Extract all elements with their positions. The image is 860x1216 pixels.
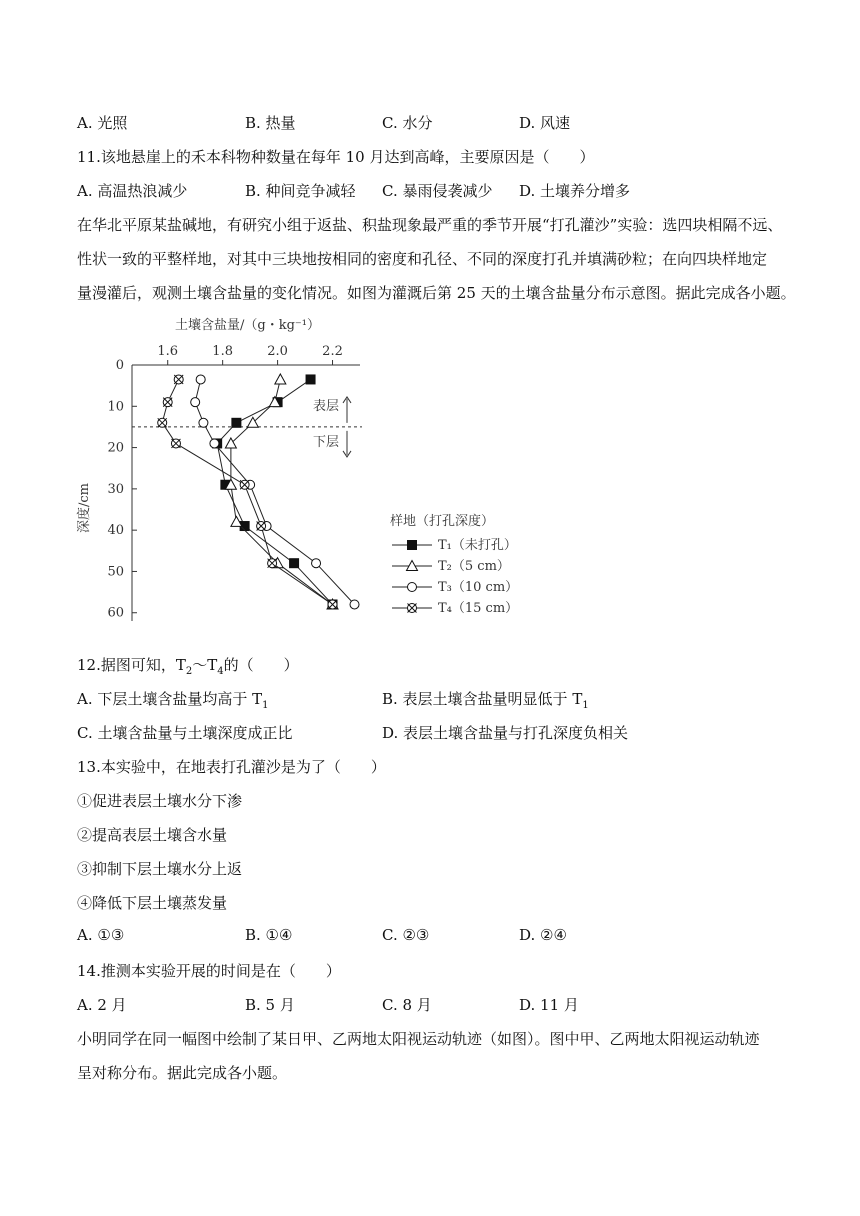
q12-option-b-sub: 1 — [582, 700, 589, 711]
lower-layer-label: 下层 — [313, 434, 340, 450]
legend-marker — [408, 541, 417, 550]
series-t1-point — [232, 418, 241, 427]
chart-title: 土壤含盐量/（g・kg⁻¹） — [175, 318, 320, 333]
q12-stem — [77, 654, 299, 677]
q13-item-1: ①促进表层土壤水分下渗 — [77, 792, 243, 810]
y-tick-label: 50 — [107, 564, 124, 580]
q13-option-a: A. ①③ — [77, 926, 125, 944]
q12-stem-suffix: 的（ ） — [223, 656, 299, 674]
q12-option-a-text: A. 下层土壤含盐量均高于 T — [77, 690, 263, 708]
q12-stem-sub2: 4 — [217, 666, 224, 677]
legend-item-t2 — [392, 559, 510, 574]
q14-option-a: A. 2 月 — [77, 996, 127, 1014]
q13-option-b: B. ①④ — [245, 926, 293, 944]
q10-option-b: B. 热量 — [245, 114, 296, 132]
y-tick-label: 30 — [107, 481, 124, 497]
series-t4 — [158, 375, 340, 609]
y-tick-label: 0 — [115, 358, 124, 373]
series-t1-point — [306, 375, 315, 384]
series-t4-point — [240, 480, 249, 489]
series-t4-point — [328, 600, 337, 609]
q12-stem-mid: ～T — [192, 656, 218, 674]
series-t3-point — [196, 375, 205, 384]
q12-option-c: C. 土壤含盐量与土壤深度成正比 — [77, 724, 293, 742]
legend-title: 样地（打孔深度） — [390, 514, 495, 529]
series-t2-point — [275, 374, 286, 384]
legend-marker — [408, 604, 417, 613]
q12-option-a — [77, 688, 269, 711]
series-t4-point — [171, 439, 180, 448]
q12-stem-prefix: 12.据图可知，T — [77, 656, 186, 674]
passage1-line-1: 在华北平原某盐碱地，有研究小组于返盐、积盐现象最严重的季节开展“打孔灌沙”实验：选四块相隔不远、 — [77, 216, 783, 234]
legend-label: T₄（15 cm） — [438, 601, 519, 616]
series-t3-point — [312, 559, 321, 568]
legend-marker — [408, 583, 417, 592]
series-t3-point — [350, 600, 359, 609]
y-axis-label: 深度/cm — [77, 483, 92, 533]
passage2-line-2: 呈对称分布。据此完成各小题。 — [77, 1064, 288, 1082]
q12-option-a-sub: 1 — [262, 700, 269, 711]
q11-option-c: C. 暴雨侵袭减少 — [382, 182, 493, 200]
q13-option-d: D. ②④ — [519, 926, 567, 944]
series-t4-point — [257, 522, 266, 531]
x-tick-label: 2.0 — [267, 344, 288, 359]
series-t1-point — [290, 559, 299, 568]
passage1-line-3: 量漫灌后，观测土壤含盐量的变化情况。如图为灌溉后第 25 天的土壤含盐量分布示意图。据此完成各小题。 — [77, 284, 796, 302]
q12-option-b-text: B. 表层土壤含盐量明显低于 T — [382, 690, 583, 708]
q13-stem: 13.本实验中，在地表打孔灌沙是为了（ ） — [77, 758, 386, 776]
legend-label: T₂（5 cm） — [438, 559, 510, 574]
legend-label: T₁（未打孔） — [438, 538, 517, 553]
q14-option-c: C. 8 月 — [382, 996, 432, 1014]
passage1-line-2: 性状一致的平整样地，对其中三块地按相同的密度和孔径、不同的深度打孔并填满砂粒；在向四块样地定 — [77, 250, 768, 268]
y-tick-label: 20 — [107, 440, 124, 456]
y-tick-label: 40 — [107, 523, 124, 539]
series-t4-point — [163, 398, 172, 407]
q11-option-b: B. 种间竞争减轻 — [245, 182, 356, 200]
x-tick-label: 2.2 — [322, 344, 343, 359]
series-t3-point — [210, 439, 219, 448]
series-t4-point — [174, 375, 183, 384]
series-t4-point — [158, 418, 167, 427]
q13-item-3: ③抑制下层土壤水分上返 — [77, 860, 243, 878]
q12-option-b — [382, 688, 589, 711]
passage2-line-1: 小明同学在同一幅图中绘制了某日甲、乙两地太阳视运动轨迹（如图）。图中甲、乙两地太阳视运动轨迹 — [77, 1030, 760, 1048]
q10-option-c: C. 水分 — [382, 114, 433, 132]
y-tick-label: 60 — [107, 605, 124, 621]
legend-item-t3 — [392, 580, 518, 595]
q11-stem: 11.该地悬崖上的禾本科物种数量在每年 10 月达到高峰，主要原因是（ ） — [77, 148, 595, 166]
q10-option-d: D. 风速 — [519, 114, 571, 132]
q10-option-a: A. 光照 — [77, 114, 128, 132]
q11-option-d: D. 土壤养分增多 — [519, 182, 631, 200]
q14-option-b: B. 5 月 — [245, 996, 295, 1014]
x-tick-label: 1.6 — [157, 344, 179, 359]
x-tick-label: 1.8 — [212, 344, 233, 359]
q11-option-a: A. 高温热浪减少 — [77, 182, 188, 200]
y-tick-label: 10 — [107, 399, 124, 415]
soil-salt-chart — [70, 305, 560, 640]
q14-option-d: D. 11 月 — [519, 996, 579, 1014]
q12-option-d: D. 表层土壤含盐量与打孔深度负相关 — [382, 724, 629, 742]
legend-item-t4 — [392, 601, 518, 616]
q13-item-2: ②提高表层土壤含水量 — [77, 826, 228, 844]
q13-item-4: ④降低下层土壤蒸发量 — [77, 894, 228, 912]
series-t4-line — [162, 379, 332, 604]
legend-label: T₃（10 cm） — [438, 580, 519, 595]
legend-item-t1 — [392, 537, 517, 553]
q14-stem: 14.推测本实验开展的时间是在（ ） — [77, 962, 341, 980]
q13-option-c: C. ②③ — [382, 926, 430, 944]
q12-stem-sub1: 2 — [185, 666, 193, 677]
series-t3-point — [191, 398, 200, 407]
series-t4-point — [268, 559, 277, 568]
series-t3-point — [199, 418, 208, 427]
upper-layer-label: 表层 — [313, 398, 340, 414]
